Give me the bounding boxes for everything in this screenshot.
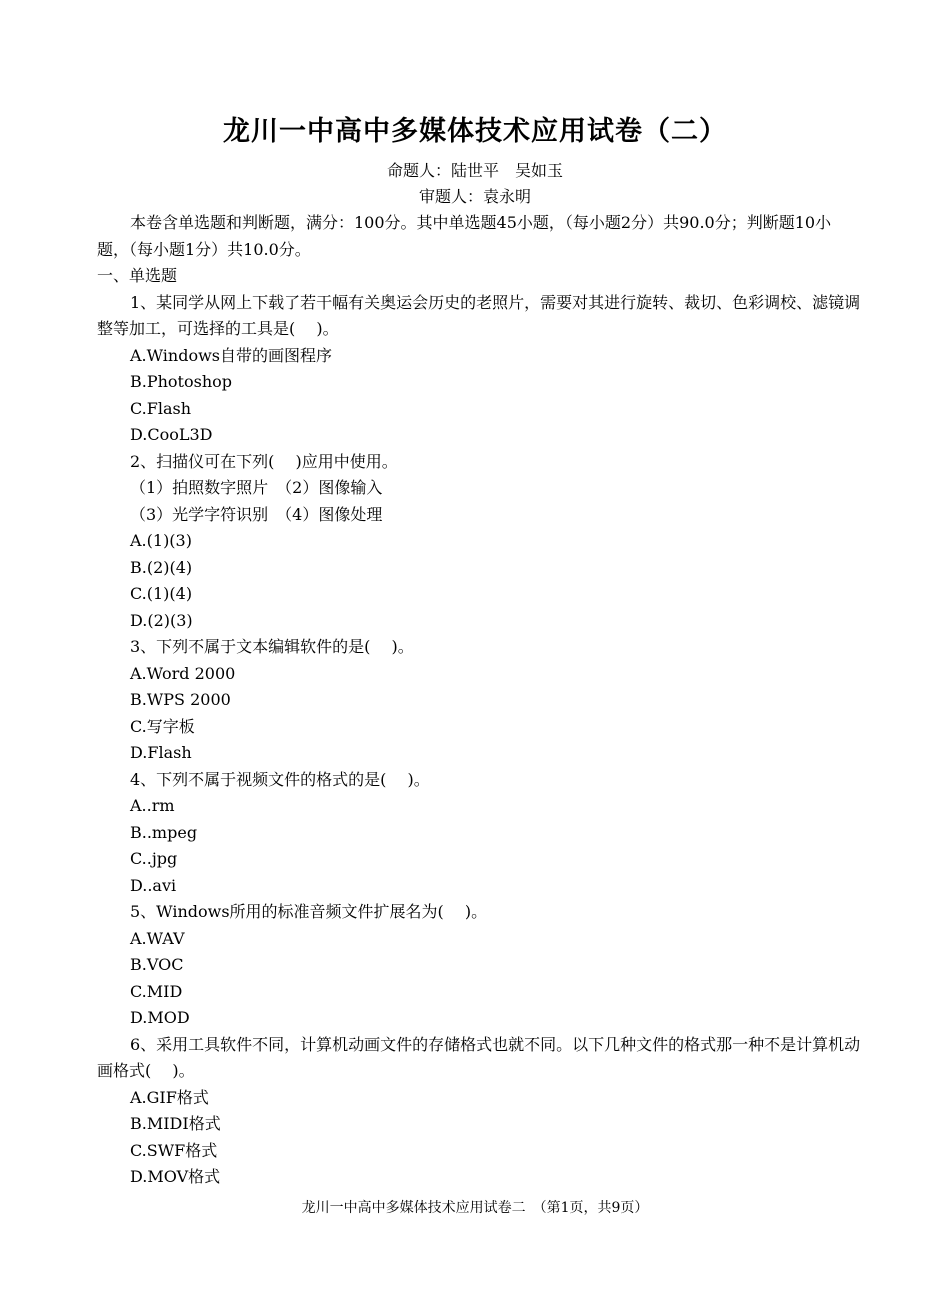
question-1	[97, 290, 862, 449]
option-d: D.MOV格式	[130, 1167, 221, 1186]
option-a: A.Word 2000	[130, 663, 236, 683]
option-a: A.Windows自带的画图程序	[130, 345, 333, 365]
question-stem: 3、下列不属于文本编辑软件的是( )。	[130, 637, 414, 656]
question-stem: 6、采用工具软件不同，计算机动画文件的存储格式也就不同。以下几种文件的格式那一种不是计算机动画格式( )。	[97, 1034, 861, 1080]
option-b: B.VOC	[130, 955, 184, 974]
reviewer-line	[0, 184, 950, 210]
reviewer-label: 审题人：	[418, 187, 483, 206]
exam-body	[97, 210, 862, 1191]
option-a: A..rm	[130, 796, 175, 815]
option-a: A.(1)(3)	[130, 531, 192, 550]
option-c: C.SWF格式	[130, 1140, 218, 1160]
question-stem: 2、扫描仪可在下列( )应用中使用。	[130, 451, 398, 471]
reviewer-name: 袁永明	[483, 187, 532, 206]
option-b: B.Photoshop	[130, 372, 232, 391]
option-d: D.CooL3D	[130, 425, 213, 444]
question-stem: 4、下列不属于视频文件的格式的是( )。	[130, 769, 430, 789]
author-label: 命题人：	[386, 161, 451, 180]
intro-paragraph: 本卷含单选题和判断题，满分：100分。其中单选题45小题，（每小题2分）共90.0分；判断题10小题，（每小题1分）共10.0分。	[97, 213, 832, 259]
option-d: D.Flash	[130, 743, 192, 762]
option-c: C.MID	[130, 981, 183, 1001]
option-a: A.WAV	[130, 928, 185, 948]
option-c: C.Flash	[130, 398, 192, 418]
option-b: B.(2)(4)	[130, 557, 193, 577]
author-line	[0, 158, 950, 184]
exam-title: 龙川一中高中多媒体技术应用试卷（二）	[223, 116, 727, 147]
option-c: C..jpg	[130, 849, 178, 868]
question-sub-item: （1）拍照数字照片 （2）图像输入	[130, 478, 383, 497]
option-c: C.(1)(4)	[130, 584, 193, 603]
question-2	[97, 449, 862, 635]
option-c: C.写字板	[130, 716, 195, 736]
question-sub-item: （3）光学字符识别 （4）图像处理	[130, 504, 383, 524]
page-footer: 龙川一中高中多媒体技术应用试卷二 （第1页，共9页）	[301, 1200, 649, 1216]
question-stem: 1、某同学从网上下载了若干幅有关奥运会历史的老照片，需要对其进行旋转、裁切、色彩调校、滤镜调整等加工，可选择的工具是( )。	[97, 292, 861, 338]
option-b: B.WPS 2000	[130, 690, 231, 709]
author-name-2: 吴如玉	[515, 161, 564, 180]
question-5	[97, 899, 862, 1032]
question-6	[97, 1032, 862, 1191]
option-b: B..mpeg	[130, 822, 198, 842]
option-a: A.GIF格式	[130, 1087, 209, 1107]
option-d: D..avi	[130, 875, 177, 895]
author-name-1: 陆世平	[450, 161, 499, 180]
section-heading: 一、单选题	[97, 266, 178, 285]
question-4	[97, 767, 862, 900]
option-d: D.MOD	[130, 1008, 190, 1027]
question-3	[97, 634, 862, 767]
option-b: B.MIDI格式	[130, 1114, 221, 1133]
question-stem: 5、Windows所用的标准音频文件扩展名为( )。	[130, 902, 488, 921]
option-d: D.(2)(3)	[130, 610, 193, 630]
